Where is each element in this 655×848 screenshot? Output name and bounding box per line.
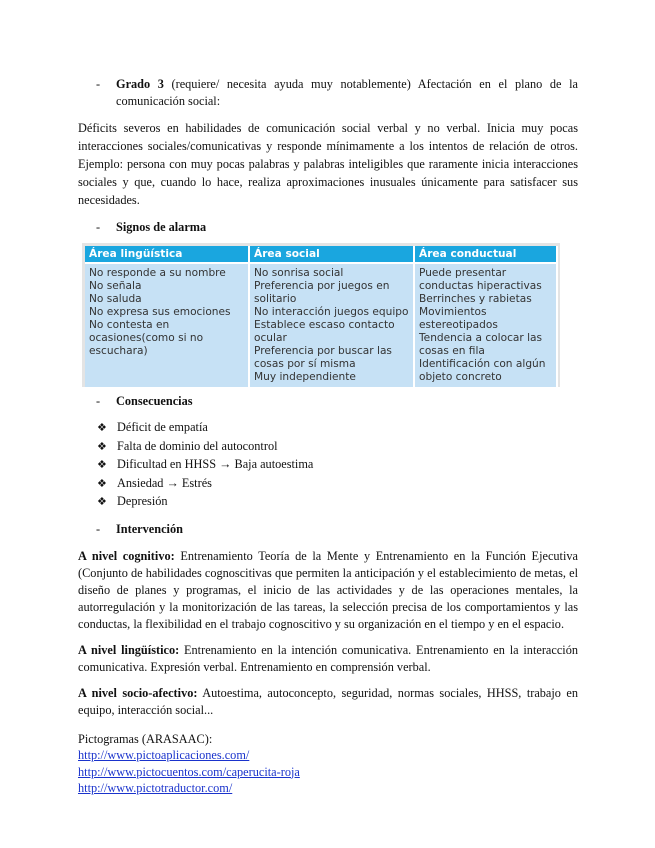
list-dash: - bbox=[96, 77, 101, 91]
link-pictotraductor[interactable]: http://www.pictotraductor.com/ bbox=[78, 781, 233, 795]
list-dash: - bbox=[96, 394, 101, 408]
header-linguistica: Área lingüística bbox=[85, 246, 249, 263]
diamond-bullet-icon: ❖ bbox=[97, 440, 107, 453]
alarm-signs-table bbox=[85, 246, 558, 387]
signos-heading: Signos de alarma bbox=[116, 220, 207, 234]
consecuencia-item: ❖ Falta de dominio del autocontrol bbox=[78, 438, 578, 457]
consecuencias-item bbox=[78, 393, 578, 410]
grado-heading bbox=[116, 76, 578, 110]
intervencion-heading: Intervención bbox=[116, 521, 183, 536]
link-pictocuentos[interactable]: http://www.pictocuentos.com/caperucita-roja bbox=[78, 764, 300, 779]
consecuencias-heading: Consecuencias bbox=[116, 394, 193, 408]
header-social: Área social bbox=[249, 246, 414, 263]
link-pictoaplicaciones[interactable]: http://www.pictoaplicaciones.com/ bbox=[78, 748, 250, 762]
list-dash: - bbox=[96, 521, 101, 536]
consecuencia-item: ❖ Déficit de empatía bbox=[78, 419, 578, 438]
grado-bold: Grado 3 bbox=[116, 77, 164, 91]
description-paragraph: Déficits severos en habilidades de comunicación social verbal y no verbal. Inicia muy pocas interacciones sociales/comunicativas y responde mínimamente a los intentos de relación de otros. Ejemplo: persona con muy pocas palabras y palabras inteligibles que raramente inicia interacciones sociales y que, cuando lo hace, realiza aproximaciones inusuales únicamente para satisfacer sus necesidades. bbox=[78, 121, 578, 207]
consecuencia-item: ❖ Ansiedad → Estrés bbox=[78, 475, 578, 494]
socio-paragraph: A nivel socio-afectivo: Autoestima, autoconcepto, seguridad, normas sociales, HHSS, trabajo en equipo, interacción social... bbox=[78, 685, 578, 717]
grado-item bbox=[78, 76, 578, 110]
diamond-bullet-icon: ❖ bbox=[97, 496, 107, 508]
cell-linguistica: No responde a su nombre No señala No saluda No expresa sus emociones No contesta en ocasiones(como si no escuchara) bbox=[85, 263, 249, 387]
signos-item bbox=[78, 219, 578, 236]
consecuencias-list bbox=[78, 419, 578, 512]
intervencion-item bbox=[78, 521, 578, 538]
header-conductual: Área conductual bbox=[414, 246, 557, 263]
list-dash: - bbox=[96, 220, 101, 234]
linguistico-paragraph: A nivel lingüístico: Entrenamiento en la intención comunicativa. Entrenamiento en la interacción comunicativa. Expresión verbal. Entrenamiento en comprensión verbal. bbox=[78, 642, 579, 674]
pictogramas-label: Pictogramas (ARASAAC): bbox=[78, 731, 213, 746]
consecuencia-item: ❖ Dificultad en HHSS → Baja autoestima bbox=[78, 456, 578, 475]
cognitivo-paragraph: A nivel cognitivo: Entrenamiento Teoría de la Mente y Entrenamiento en la Función Ejecutiva (Conjunto de habilidades cognoscitivas que permiten la anticipación y el establecimiento de metas, el diseño de planes y programas, el inicio de las actividades y de las operaciones mentales, la autorregulación y la monitorización de las tareas, la selección precisa de los comportamientos y las conductas, la flexibilidad en el trabajo cognoscitivo y su organización en el tiempo y en el espacio. bbox=[78, 548, 578, 631]
grado-text: (requiere/ necesita ayuda muy notablemente) Afectación en el plano de la comunicación social: bbox=[116, 77, 578, 108]
cell-social: No sonrisa social Preferencia por juegos en solitario No interacción juegos equipo Establece escaso contacto ocular Preferencia por buscar las cosas por sí misma Muy independiente bbox=[249, 263, 414, 387]
alarm-table-frame bbox=[82, 243, 560, 387]
pictogramas-section bbox=[78, 731, 578, 797]
cell-conductual: Puede presentar conductas hiperactivas Berrinches y rabietas Movimientos estereotipados Tendencia a colocar las cosas en fila Identificación con algún objeto concreto bbox=[414, 263, 557, 387]
diamond-bullet-icon: ❖ bbox=[97, 459, 107, 471]
diamond-bullet-icon: ❖ bbox=[97, 477, 107, 490]
diamond-bullet-icon: ❖ bbox=[97, 422, 107, 434]
consecuencia-item: ❖ Depresión bbox=[78, 493, 578, 512]
